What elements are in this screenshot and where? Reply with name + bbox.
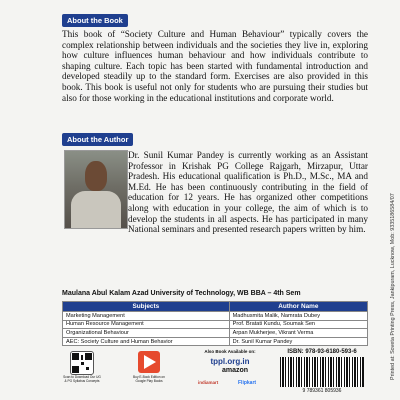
back-cover (62, 0, 368, 400)
table-header-author: Author Name (229, 302, 367, 312)
google-play-books-icon (138, 351, 160, 373)
barcode-digits: 9 789361 805936 (302, 388, 342, 394)
barcode-icon (280, 357, 364, 387)
table-row (63, 312, 368, 321)
mid-caption: Buy E-Book Edition on Google Play Books (133, 375, 165, 383)
left-caption: Scan to Download Our UG & PG Syllabus Concepts (63, 375, 101, 383)
table-header-subjects: Subjects (63, 302, 230, 312)
available-label: Also Book Available on: (204, 349, 256, 354)
isbn-label: ISBN: 978-93-6180-593-6 (287, 349, 357, 355)
table-row (63, 329, 368, 338)
table-cell-author: Dr. Sunil Kumar Pandey (229, 337, 367, 346)
qr-code-icon (70, 351, 94, 375)
table-header-row (63, 302, 368, 312)
about-author-paragraph (62, 150, 368, 235)
amazon-logo: amazon (222, 367, 249, 374)
table-row (63, 320, 368, 329)
side-print-text: Printed at: Soveta Printing Press, Jankipuram, Lucknow, Mob: 9335186584/07 (390, 193, 396, 380)
table-cell-subject: Marketing Management (63, 312, 230, 321)
subjects-table (62, 301, 368, 346)
about-author-text: Dr. Sunil Kumar Pandey is currently working as an Assistant Professor in Krishak PG College Rajgarh, Mirzapur, Uttar Pradesh. His educational qualification is Ph.D., M.Sc., MA and M.Ed. He has been continuously contributing in the field of education for 12 years. He has organized other competitions along with education in your college, the aim of which is to develop the students in all aspects. He has participated in many National seminars and presented research papers written by him. (128, 150, 368, 235)
table-cell-subject: Human Resource Management (63, 320, 230, 329)
university-line: Maulana Abul Kalam Azad University of Technology, WB BBA – 4th Sem (62, 290, 301, 297)
table-row (63, 337, 368, 346)
about-book-paragraph: This book of “Society Culture and Human Behaviour” typically covers the complex relationship between individuals and the societies they live in, exploring how culture influences human behaviour and how individuals contribute to shaping culture. Each topic has been started with fundamental introduction and developed steadily up to the standard form. Exercises are also provided in this book. This book is useful not only for students who are pursuing their studies but also for those working in the educational institutions and corporate world. (62, 29, 368, 103)
table-cell-author: Prof. Bratati Kundu, Soumak Sen (229, 320, 367, 329)
table-cell-subject: AEC: Society Culture and Human Behavior (63, 337, 230, 346)
flipkart-logo: Flipkart (238, 380, 257, 386)
footer (62, 347, 368, 397)
about-author-heading: About the Author (62, 133, 133, 146)
table-cell-author: Madhusmita Malik, Namrata Dubey (229, 312, 367, 321)
table-cell-author: Arpan Mukherjee, Vikrant Verma (229, 329, 367, 338)
about-book-heading: About the Book (62, 14, 128, 27)
indiamart-logo: indiamart (198, 380, 219, 385)
site-link: tppl.org.in (210, 357, 250, 366)
table-cell-subject: Organizational Behaviour (63, 329, 230, 338)
